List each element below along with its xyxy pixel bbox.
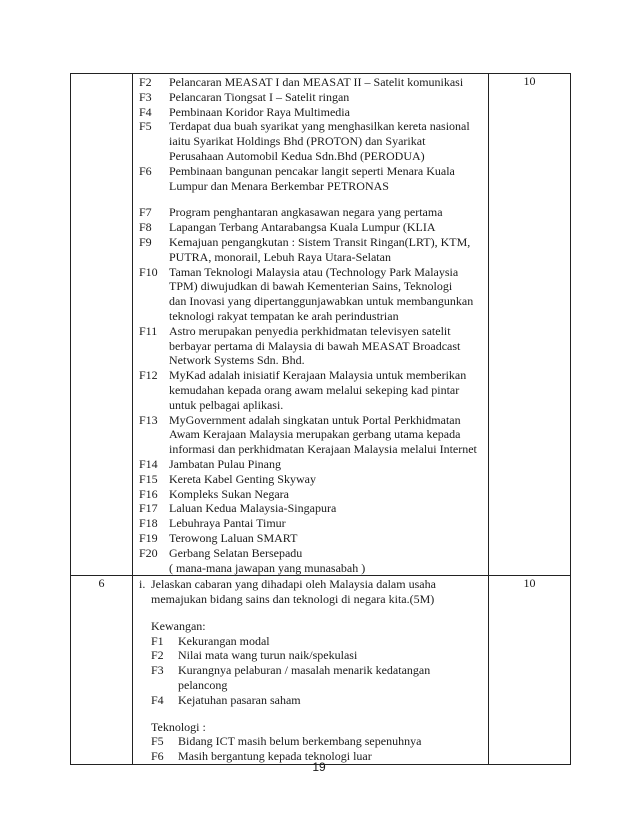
answer-cell	[133, 576, 489, 765]
item-code: F3	[151, 663, 164, 678]
item-code: F1	[151, 633, 164, 648]
list-item	[139, 516, 488, 531]
section-teknologi	[139, 720, 488, 764]
list-item	[139, 368, 488, 412]
item-code: F5	[139, 119, 152, 134]
item-text: Astro merupakan penyedia perkhidmatan televisyen satelit berbayar pertama di Malaysia di bawah MEASAT Broadcast Network Systems Sdn. Bhd.	[169, 323, 461, 368]
item-text: Jambatan Pulau Pinang	[169, 456, 281, 471]
item-text: Program penghantaran angkasawan negara yang pertama	[169, 205, 443, 220]
item-code: F15	[139, 471, 158, 486]
item-code: F2	[151, 648, 164, 663]
item-code: F16	[139, 486, 158, 501]
item-text: Terdapat dua buah syarikat yang menghasilkan kereta nasional iaitu Syarikat Holdings Bhd (PROTON) dan Syarikat Perusahaan Automobil Kedua Sdn.Bhd (PERODUA)	[169, 119, 470, 163]
item-code: F3	[139, 89, 152, 104]
list-item	[139, 119, 488, 163]
item-text: Laluan Kedua Malaysia-Singapura	[169, 501, 337, 516]
list-item	[151, 634, 488, 649]
section-kewangan	[139, 619, 488, 708]
item-text: Taman Teknologi Malaysia atau (Technology Park Malaysia TPM) diwujudkan di bawah Kementerian Sains, Teknologi dan Inovasi yang dipertanggunjawabkan untuk membangunkan teknologi rakyat tempatan ke arah perindustrian	[169, 264, 474, 323]
item-text: Kemajuan pengangkutan : Sistem Transit Ringan(LRT), KTM, PUTRA, monorail, Lebuh Raya Utara-Selatan	[169, 234, 471, 264]
question-text: Jelaskan cabaran yang dihadapi oleh Malaysia dalam usaha memajukan bidang sains dan teknologi di negara kita.(5M)	[151, 577, 436, 607]
item-text: Pelancaran MEASAT I dan MEASAT II – Satelit komunikasi	[169, 75, 464, 89]
list-item	[139, 265, 488, 324]
list-item	[139, 105, 488, 120]
list-item	[151, 693, 488, 708]
answer-list-b	[139, 205, 488, 575]
score-cell: 10	[489, 74, 571, 576]
item-code: F4	[151, 692, 164, 707]
item-text: MyKad adalah inisiatif Kerajaan Malaysia untuk memberikan kemudahan kepada orang awam melalui sekeping kad pintar untuk pelbagai aplikasi.	[169, 368, 467, 412]
item-text: Pembinaan bangunan pencakar langit seperti Menara Kuala Lumpur dan Menara Berkembar PETRONAS	[169, 163, 455, 193]
list-item	[139, 164, 488, 194]
list-item	[139, 501, 488, 516]
item-text: Masih bergantung kepada teknologi luar	[178, 749, 372, 764]
item-text: Kekurangan modal	[178, 633, 270, 648]
item-text: Lebuhraya Pantai Timur	[169, 516, 286, 531]
item-text: MyGovernment adalah singkatan untuk Portal Perkhidmatan Awam Kerajaan Malaysia merupakan gerbang utama kepada informasi dan perkhidmatan Kerajaan Malaysia melalui Internet	[169, 412, 477, 457]
item-text: Kereta Kabel Genting Skyway	[169, 471, 316, 486]
page-number: 19	[312, 760, 326, 774]
item-code: F20	[139, 545, 158, 560]
section-title: Teknologi :	[151, 719, 206, 734]
item-text: Nilai mata wang turun naik/spekulasi	[178, 648, 358, 663]
question	[139, 577, 488, 607]
list-item	[151, 734, 488, 749]
item-text: Kejatuhan pasaran saham	[178, 692, 301, 707]
item-code: F13	[139, 412, 158, 427]
table-row	[71, 74, 571, 576]
item-text: Kurangnya pelaburan / masalah menarik kedatangan pelancong	[178, 663, 431, 693]
item-code: F11	[139, 323, 158, 338]
list-item	[139, 457, 488, 472]
question-index: i.	[139, 577, 146, 592]
item-code: F6	[139, 163, 152, 178]
question-number-cell: 6	[71, 576, 133, 765]
item-code: F18	[139, 516, 158, 531]
list-item	[139, 413, 488, 457]
list-item	[139, 531, 488, 546]
list-item	[139, 220, 488, 235]
list-item	[139, 75, 488, 90]
list-item	[139, 235, 488, 265]
item-text: Bidang ICT masih belum berkembang sepenuhnya	[178, 734, 422, 749]
list-item	[139, 205, 488, 220]
item-code: F7	[139, 205, 152, 220]
item-code: F12	[139, 368, 158, 383]
item-code: F5	[151, 734, 164, 749]
item-code: F17	[139, 501, 158, 516]
item-code: F2	[139, 75, 152, 89]
section-title: Kewangan:	[151, 618, 206, 633]
item-text: Kompleks Sukan Negara	[169, 486, 289, 501]
answer-cell	[133, 74, 489, 576]
table-row	[71, 576, 571, 765]
answer-list-a	[139, 75, 488, 193]
item-text: Lapangan Terbang Antarabangsa Kuala Lumpur (KLIA	[169, 220, 436, 235]
item-code: F6	[151, 749, 164, 764]
item-code: F9	[139, 234, 152, 249]
item-code: F14	[139, 456, 158, 471]
item-code: F8	[139, 220, 152, 235]
list-item	[139, 90, 488, 105]
score-cell: 10	[489, 576, 571, 765]
section-items	[151, 634, 488, 708]
list-item	[151, 648, 488, 663]
item-text: Gerbang Selatan Bersepadu ( mana-mana jawapan yang munasabah )	[169, 545, 366, 575]
item-text: Terowong Laluan SMART	[169, 530, 298, 545]
list-item	[139, 546, 488, 576]
item-text: Pelancaran Tiongsat I – Satelit ringan	[169, 89, 350, 104]
list-item	[139, 324, 488, 368]
item-code: F19	[139, 530, 158, 545]
item-code: F10	[139, 264, 158, 279]
item-text: Pembinaan Koridor Raya Multimedia	[169, 104, 350, 119]
item-code: F4	[139, 104, 152, 119]
list-item	[151, 663, 488, 693]
list-item	[139, 487, 488, 502]
answer-scheme-table	[70, 73, 571, 765]
list-item	[139, 472, 488, 487]
